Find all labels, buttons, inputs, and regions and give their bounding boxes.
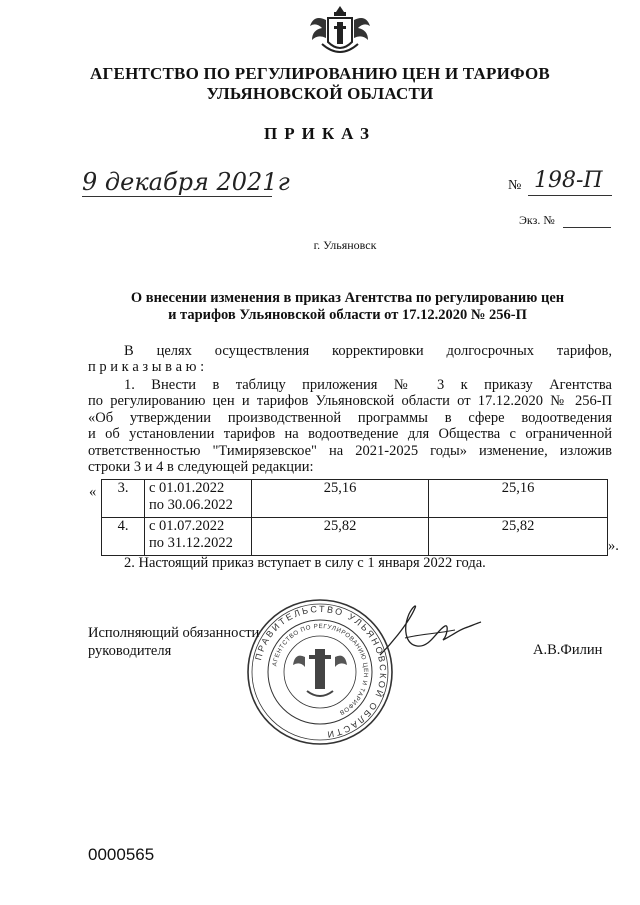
handwritten-signature (375, 600, 485, 670)
preamble-order-word: п р и к а з ы в а ю : (88, 359, 205, 375)
svg-text:ПРАВИТЕЛЬСТВО УЛЬЯНОВСКОЙ ОБЛА: ПРАВИТЕЛЬСТВО УЛЬЯНОВСКОЙ ОБЛАСТИ (253, 603, 389, 740)
order-subject-line1: О внесении изменения в приказ Агентства по регулированию цен (130, 290, 565, 306)
row-period (145, 480, 252, 518)
order-date-handwritten: 9 декабря 2021г (82, 168, 290, 196)
item1-line1: 1. Внести в таблицу приложения № 3 к приказу Агентства (124, 377, 612, 393)
order-subject-line2: и тарифов Ульяновской области от 17.12.2020 № 256-П (168, 307, 527, 323)
table-row (102, 480, 608, 518)
number-underline (528, 195, 612, 196)
tariff-value-2: 25,16 (429, 480, 608, 518)
official-seal-stamp (245, 597, 395, 747)
item1-line5: ответственностью "Тимирязевское" на 2021-2025 годы» изменение, изложив (88, 443, 612, 459)
item1-line6: строки 3 и 4 в следующей редакции: (88, 459, 314, 475)
period-from: с 01.07.2022 (149, 518, 225, 534)
svg-text:АГЕНТСТВО ПО РЕГУЛИРОВАНИЮ ЦЕН: АГЕНТСТВО ПО РЕГУЛИРОВАНИЮ ЦЕН И ТАРИФОВ (271, 622, 370, 717)
item1-line3: «Об утверждении производственной программы в сфере водоотведения (88, 410, 612, 426)
row-period (145, 518, 252, 556)
period-from: с 01.01.2022 (149, 480, 225, 496)
item1-line2: по регулированию цен и тарифов Ульяновской области от 17.12.2020 № 256-П (88, 393, 612, 409)
table-row (102, 518, 608, 556)
document-type-title: ПРИКАЗ (264, 124, 376, 143)
copy-number-blank (563, 227, 611, 228)
item2-text: 2. Настоящий приказ вступает в силу с 1 января 2022 года. (124, 555, 486, 571)
row-number: 3. (102, 480, 145, 518)
preamble-line1: В целях осуществления корректировки долгосрочных тарифов, (124, 343, 612, 359)
table-close-quote: ». (608, 538, 619, 554)
tariff-value-1: 25,82 (252, 518, 429, 556)
table-open-quote: « (89, 484, 97, 500)
agency-name-line2: УЛЬЯНОВСКОЙ ОБЛАСТИ (206, 84, 434, 103)
order-number-handwritten: 198-П (534, 168, 603, 193)
coat-of-arms-emblem (300, 4, 380, 60)
tariff-value-1: 25,16 (252, 480, 429, 518)
date-underline (82, 196, 272, 197)
signatory-name: А.В.Филин (533, 642, 603, 658)
order-number-label: № (508, 178, 522, 193)
tariff-value-2: 25,82 (429, 518, 608, 556)
item1-line4: и об установлении тарифов на водоотведение для Общества с ограниченной (88, 426, 612, 442)
period-to: по 30.06.2022 (149, 496, 233, 513)
signatory-position-line1: Исполняющий обязанности (88, 625, 260, 641)
agency-name-line1: АГЕНТСТВО ПО РЕГУЛИРОВАНИЮ ЦЕН И ТАРИФОВ (90, 64, 550, 83)
signatory-position-line2: руководителя (88, 643, 172, 659)
document-serial-number: 0000565 (88, 845, 155, 864)
copy-number-label: Экз. № (519, 213, 555, 227)
row-number: 4. (102, 518, 145, 556)
tariff-table (101, 479, 608, 556)
city-name: г. Ульяновск (313, 238, 377, 252)
period-to: по 31.12.2022 (149, 534, 233, 551)
